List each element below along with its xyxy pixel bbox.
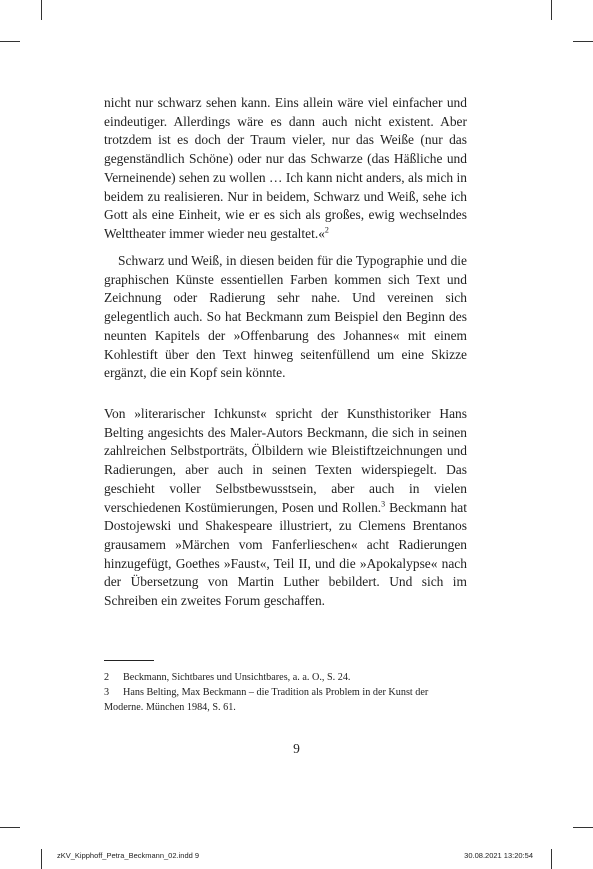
paragraph-1-text: nicht nur schwarz sehen kann. Eins allein wäre viel einfacher und eindeutiger. Allerdings wäre es dann auch nicht existent. Aber trotzdem ist es doch der Traum vieler, nur das Weiße (nur das gegenständlich Schöne) oder nur das Schwarze (das Häßliche und Verneinende) sehen zu wollen … Ich kann nicht anders, als mich in beidem zu realisieren. Nur in beidem, Schwarz und Weiß, sehe ich Gott als eine Einheit, wie er es sich als großes, ewig wechselndes Welttheater immer wieder neu gestaltet.«	[104, 95, 467, 241]
crop-mark-top-left-vertical	[41, 0, 42, 20]
crop-mark-top-right-horizontal	[573, 41, 593, 42]
footnote-3	[104, 685, 467, 715]
page-number: 9	[293, 741, 300, 756]
crop-mark-bottom-right-vertical	[551, 849, 552, 869]
slug-filename: zKV_Kipphoff_Petra_Beckmann_02.indd 9	[57, 851, 200, 860]
crop-mark-top-left-horizontal	[0, 41, 20, 42]
body-paragraph-1	[104, 94, 467, 244]
footnote-separator	[104, 660, 154, 661]
slug-datetime: 30.08.2021 13:20:54	[464, 851, 533, 860]
paragraph-3-text-a: Von »literarischer Ichkunst« spricht der Kunsthistoriker Hans Belting angesichts des Maler-Autors Beckmann, die sich in seinen zahlreichen Selbstporträts, Ölbildern wie Bleistiftzeichnungen und Radierungen, aber auch in seinen Texten widerspiegelt. Das geschieht voller Selbstbewusstsein, aber auch in vielen verschiedenen Kostümierungen, Posen und Rollen.	[104, 406, 467, 515]
body-paragraph-2	[104, 252, 467, 383]
crop-mark-top-right-vertical	[551, 0, 552, 20]
footnote-text: Beckmann, Sichtbares und Unsichtbares, a. a. O., S. 24.	[123, 672, 351, 683]
crop-mark-bottom-right-horizontal	[573, 827, 593, 828]
footnote-reference-2[interactable]: 2	[324, 225, 329, 235]
footnote-text: Hans Belting, Max Beckmann – die Tradition als Problem in der Kunst der Moderne. München 1984, S. 61.	[104, 687, 429, 713]
footnote-number: 3	[104, 687, 110, 698]
footnote-2	[104, 670, 467, 685]
footnote-reference-3[interactable]: 3	[381, 499, 386, 509]
body-paragraph-3	[104, 405, 467, 611]
crop-mark-bottom-left-vertical	[41, 849, 42, 869]
paragraph-3-text-b: Beckmann hat Dostojewski und Shakespeare illustriert, zu Clemens Brentanos grausamem »Märchen vom Fanferlieschen« acht Radierungen hinzugefügt, Goethes »Faust«, Teil II, und die »Apokalypse« nach der Übersetzung von Martin Luther bebildert. Und sich im Schreiben ein zweites Forum geschaffen.	[104, 499, 467, 609]
footnote-number: 2	[104, 672, 110, 683]
paragraph-2-text: Schwarz und Weiß, in diesen beiden für die Typographie und die graphischen Künste essentiellen Farben kommen sich Text und Zeichnung oder Radierung sehr nahe. Und vereinen sich gelegentlich auch. So hat Beckmann zum Beispiel den Beginn des neunten Kapitels der »Offenbarung des Johannes« mit einem Kohlestift über den Text hinweg seitenfüllend um eine Skizze ergänzt, die ein Kopf sein könnte.	[104, 253, 467, 381]
crop-mark-bottom-left-horizontal	[0, 827, 20, 828]
